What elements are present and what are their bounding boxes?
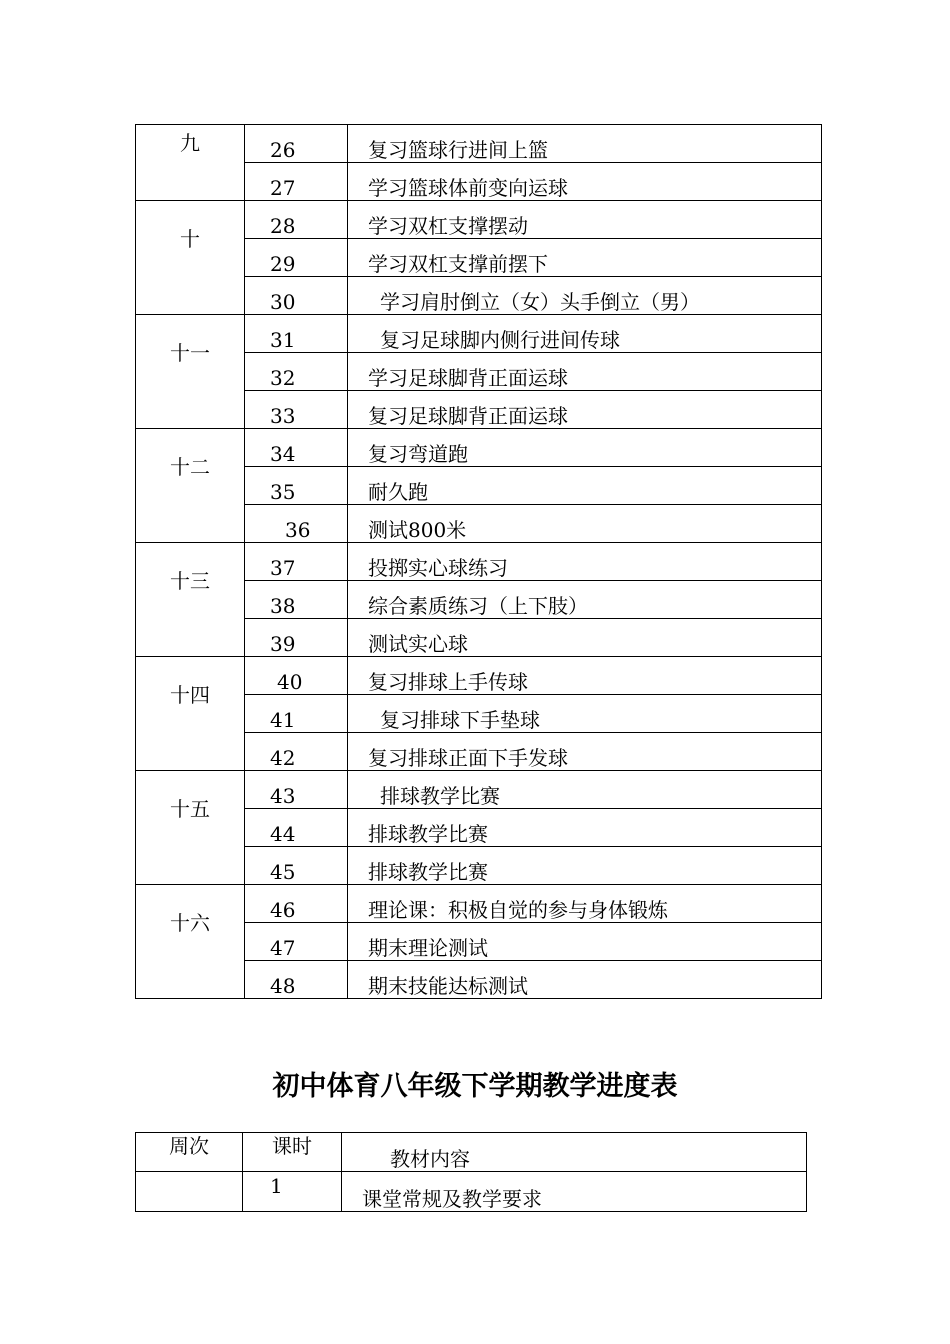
table-row <box>136 201 822 239</box>
lesson-number: 44 <box>245 809 348 847</box>
week-cell: 九 <box>136 125 245 201</box>
lesson-number: 37 <box>245 543 348 581</box>
lesson-content: 复习排球正面下手发球 <box>348 733 822 771</box>
week-cell: 十三 <box>136 543 245 657</box>
lesson-content: 测试实心球 <box>348 619 822 657</box>
lesson-content: 学习双杠支撑前摆下 <box>348 239 822 277</box>
lesson-number: 29 <box>245 239 348 277</box>
section-title: 初中体育八年级下学期教学进度表 <box>272 1071 678 1102</box>
table-row <box>136 543 822 581</box>
lesson-number: 26 <box>245 125 348 163</box>
lesson-content: 期末理论测试 <box>348 923 822 961</box>
table-row <box>136 771 822 809</box>
table-row <box>136 657 822 695</box>
lesson-content: 学习肩肘倒立（女）头手倒立（男） <box>348 277 822 315</box>
lesson-content: 学习足球脚背正面运球 <box>348 353 822 391</box>
lesson-number: 30 <box>245 277 348 315</box>
lesson-number: 42 <box>245 733 348 771</box>
lesson-number: 28 <box>245 201 348 239</box>
header-lesson: 课时 <box>243 1133 342 1172</box>
lesson-number: 40 <box>245 657 348 695</box>
lesson-number: 38 <box>245 581 348 619</box>
lesson-content: 复习弯道跑 <box>348 429 822 467</box>
lesson-content: 复习足球脚背正面运球 <box>348 391 822 429</box>
header-content: 教材内容 <box>342 1133 807 1172</box>
lesson-number: 43 <box>245 771 348 809</box>
week-cell: 十六 <box>136 885 245 999</box>
lesson-content: 复习足球脚内侧行进间传球 <box>348 315 822 353</box>
lesson-content: 学习双杠支撑摆动 <box>348 201 822 239</box>
lesson-content: 复习排球下手垫球 <box>348 695 822 733</box>
schedule-table-bottom <box>135 1132 807 1212</box>
lesson-content: 投掷实心球练习 <box>348 543 822 581</box>
lesson-content: 排球教学比赛 <box>348 809 822 847</box>
lesson-content: 排球教学比赛 <box>348 771 822 809</box>
lesson-number: 45 <box>245 847 348 885</box>
lesson-number: 46 <box>245 885 348 923</box>
lesson-content: 理论课：积极自觉的参与身体锻炼 <box>348 885 822 923</box>
table-row <box>136 125 822 163</box>
lesson-content: 课堂常规及教学要求 <box>342 1172 807 1212</box>
lesson-number: 1 <box>243 1172 342 1212</box>
lesson-content: 测试800米 <box>348 505 822 543</box>
lesson-number: 34 <box>245 429 348 467</box>
lesson-number: 41 <box>245 695 348 733</box>
header-week: 周次 <box>136 1133 243 1172</box>
table-header-row <box>136 1133 807 1172</box>
table-row <box>136 885 822 923</box>
week-cell: 十五 <box>136 771 245 885</box>
week-cell: 十二 <box>136 429 245 543</box>
lesson-number: 31 <box>245 315 348 353</box>
lesson-number: 27 <box>245 163 348 201</box>
lesson-content: 学习篮球体前变向运球 <box>348 163 822 201</box>
lesson-number: 39 <box>245 619 348 657</box>
lesson-content: 排球教学比赛 <box>348 847 822 885</box>
schedule-table-top <box>135 124 822 999</box>
lesson-number: 35 <box>245 467 348 505</box>
lesson-content: 耐久跑 <box>348 467 822 505</box>
table-row <box>136 429 822 467</box>
lesson-number: 48 <box>245 961 348 999</box>
lesson-number: 47 <box>245 923 348 961</box>
table-row <box>136 315 822 353</box>
week-cell: 十一 <box>136 315 245 429</box>
week-cell: 十 <box>136 201 245 315</box>
lesson-content: 复习篮球行进间上篮 <box>348 125 822 163</box>
table-row <box>136 1172 807 1212</box>
lesson-content: 综合素质练习（上下肢） <box>348 581 822 619</box>
lesson-content: 复习排球上手传球 <box>348 657 822 695</box>
week-cell: 十四 <box>136 657 245 771</box>
lesson-number: 33 <box>245 391 348 429</box>
lesson-content: 期末技能达标测试 <box>348 961 822 999</box>
lesson-number: 32 <box>245 353 348 391</box>
lesson-number: 36 <box>245 505 348 543</box>
week-cell <box>136 1172 243 1212</box>
